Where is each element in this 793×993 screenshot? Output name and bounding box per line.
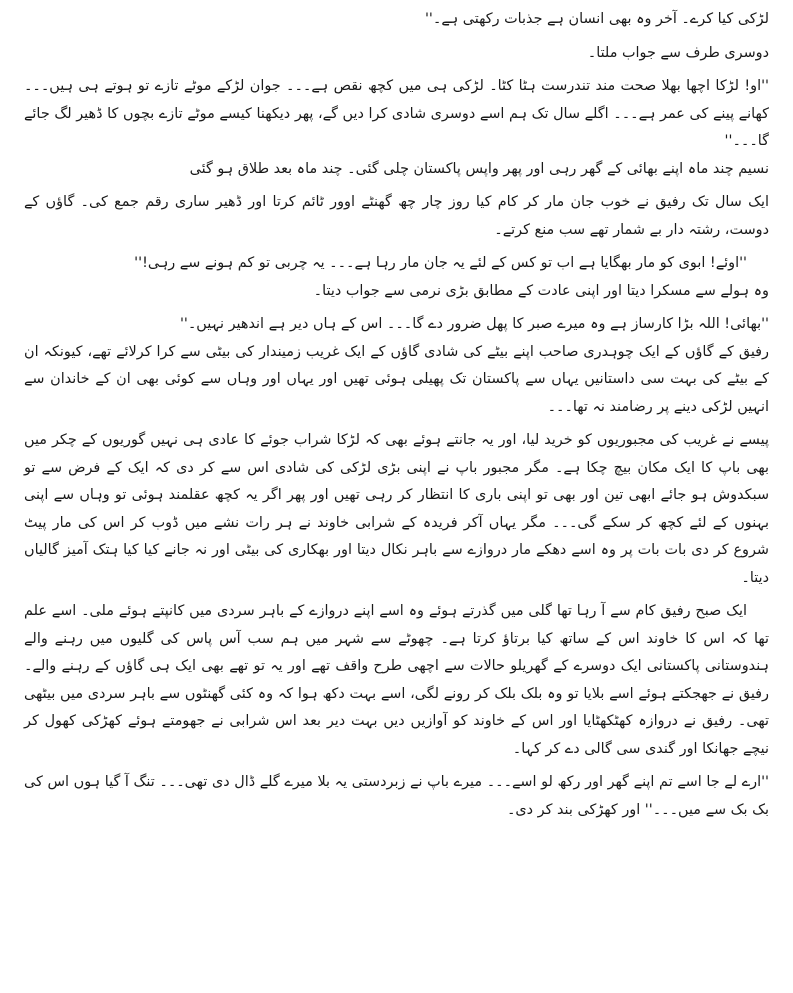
paragraph-4: نسیم چند ماہ اپنے بھائی کے گھر رہی اور پھر واپس پاکستان چلی گئی۔ چند ماہ بعد طلاق ہو گئی [189, 160, 769, 177]
paragraph-9: رفیق کے گاؤں کے ایک چوہدری صاحب اپنے بیٹے کی شادی گاؤں کے ایک غریب زمیندار کی بیٹی سے کرا کرلائے تھے، کیونکہ ان کے بیٹے کی بہت سی داستانیں یہاں سے پاکستان تک پھیلی ہوئی تھیں اور یہاں اور وہاں سے کوئی بھی ان کے خاندان سے انہیں لڑکی دینے پر رضامند نہ تھا۔۔۔ [24, 343, 769, 415]
paragraph-10: پیسے نے غریب کی مجبوریوں کو خرید لیا، اور یہ جانتے ہوئے بھی کہ لڑکا شراب جوئے کا عادی ہی نہیں گوریوں کے چکر میں بھی باپ کا ایک مکان بیچ چکا ہے۔ مگر مجبور باپ نے اپنی بڑی لڑکی کی شادی اس سے کر دی کہ ایک کے فرض سے تو سبکدوش ہو جائے ابھی تین اور بھی تو اپنی باری کا انتظار کر رہی تھیں اور پھر اگر یہ کچھ عقلمند ہوئی تو وہاں سے اپنی بہنوں کے لئے کچھ کر سکے گی۔۔۔ مگر یہاں آکر فریدہ کے شرابی خاوند نے ہر رات نشے میں ڈوب کر اس کی مار پیٹ شروع کر دی بات بات پر وہ اسے دھکے مار دروازے سے باہر نکال دیتا اور بھکاری کی بیٹی اور نہ جانے کیا کیا ہتک آمیز گالیاں دیتا۔ [24, 432, 769, 586]
paragraph-3: ''او! لڑکا اچھا بھلا صحت مند تندرست ہٹا کٹا۔ لڑکی ہی میں کچھ نقص ہے۔۔۔ جوان لڑکے موٹے تازے تو ہوتے ہی ہیں۔۔۔ کھانے پینے کی عمر ہے۔۔۔ اگلے سال تک ہم اسے دوسری شادی کرا دیں گے، پھر دیکھنا کیسے موٹے تازے بچوں کا ڈھیر لگ جائے گا۔۔۔'' [24, 78, 769, 149]
paragraph-2: دوسری طرف سے جواب ملتا۔ [587, 44, 769, 61]
paragraph-8: ''بھائی! اللہ بڑا کارساز ہے وہ میرے صبر کا پھل ضرور دے گا۔۔۔ اس کے ہاں دیر ہے اندھیر نہیں۔'' [179, 316, 769, 332]
paragraph-6: ''اوئے! ابوی کو مار بھگایا ہے اب تو کس کے لئے یہ جان مار رہا ہے۔۔۔ یہ چربی تو کم ہونے سے رہی!'' [134, 255, 747, 271]
paragraph-1: لڑکی کیا کرے۔ آخر وہ بھی انسان ہے جذبات رکھتی ہے۔'' [424, 11, 769, 27]
paragraph-7: وہ ہولے سے مسکرا دیتا اور اپنی عادت کے مطابق بڑی نرمی سے جواب دیتا۔ [313, 282, 769, 299]
paragraph-11: ایک صبح رفیق کام سے آ رہا تھا گلی میں گذرتے ہوئے وہ اسے اپنے دروازے کے باہر سردی میں کانپتے ہوئے ملی۔ اسے علم تھا کہ اس کا خاوند اس کے ساتھ کیا برتاؤ کرتا ہے۔ چھوٹے سے شہر میں ہم سب آس پاس کی گلیوں میں رہنے والے ہندوستانی پاکستانی ایک دوسرے کے گھریلو حالات سے اچھی طرح واقف تھے اور یہ تو تھے بھی ایک ہی گاؤں کے رہنے والے۔ رفیق نے جھجکتے ہوئے اسے بلایا تو وہ بلک بلک کر رونے لگی، اسے بہت دکھ ہوا کہ وہ کئی گھنٹوں سے باہر سردی میں بیٹھی تھی۔ رفیق نے دروازہ کھٹکھٹایا اور اس کے خاوند کو آوازیں دیں بہت دیر بعد اس شرابی نے جھومتے ہوئے کھڑکی کھول کر نیچے جھانکا اور گندی سی گالی دے کر کہا۔ [24, 603, 769, 757]
paragraph-12: ''ارے لے جا اسے تم اپنے گھر اور رکھ لو اسے۔۔۔ میرے باپ نے زبردستی یہ بلا میرے گلے ڈال دی تھی۔۔۔ تنگ آ گیا ہوں اس کی بک بک سے میں۔۔۔'' اور کھڑکی بند کر دی۔ [24, 774, 769, 818]
paragraph-5: ایک سال تک رفیق نے خوب جان مار کر کام کیا روز چار چھ گھنٹے اوور ٹائم کرتا اور ڈھیر ساری رقم جمع کی۔ گاؤں کے دوست، رشتہ دار بے شمار تھے سب منع کرتے۔ [24, 194, 769, 238]
